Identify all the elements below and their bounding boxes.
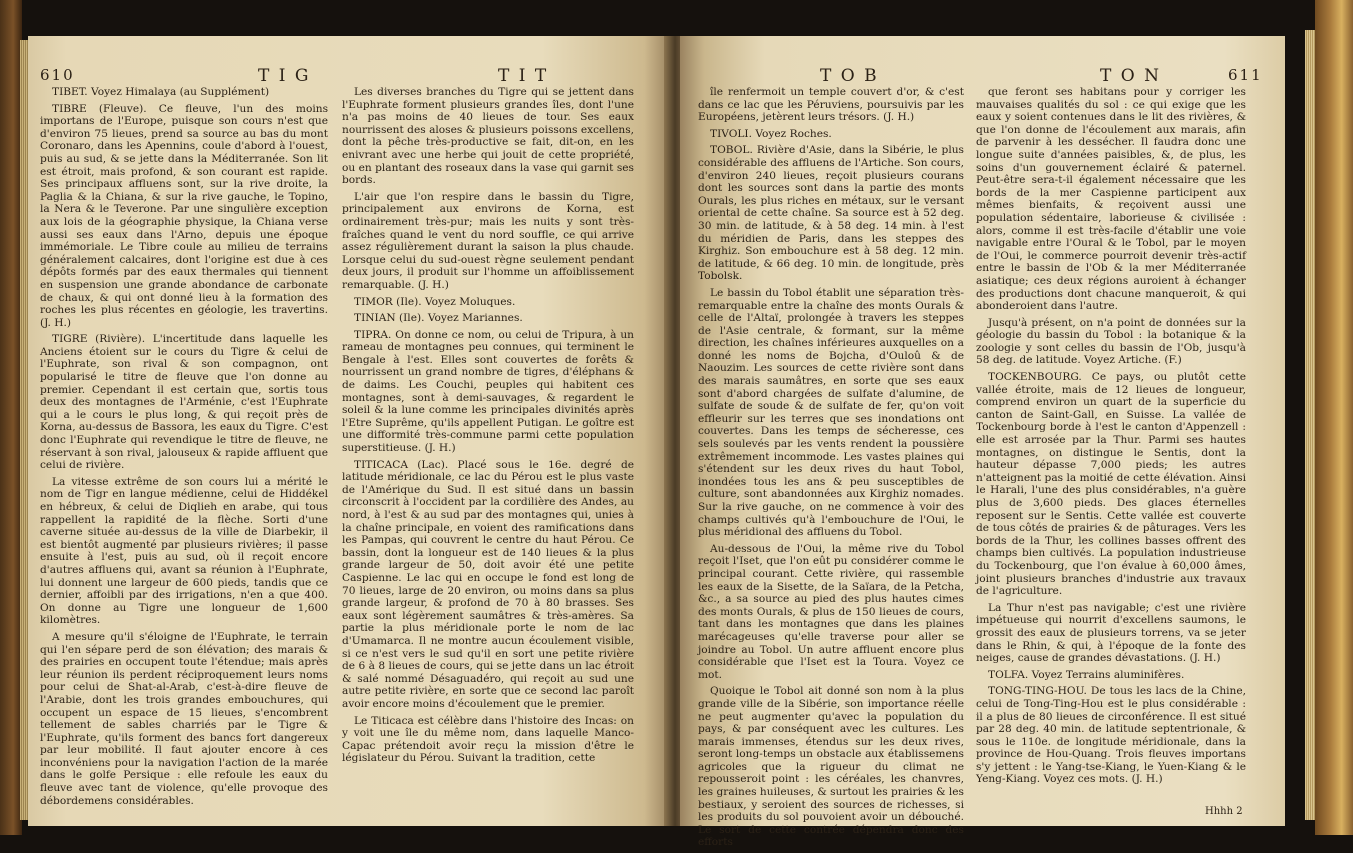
book-cover-left — [0, 0, 22, 835]
entry-paragraph: TINIAN (Ile). Voyez Mariannes. — [354, 312, 523, 325]
entry-paragraph: Quoique le Tobol ait donné son nom à la plus grande ville de la Sibérie, son importance réelle ne peut augmenter qu'avec la population du pays, & par conséquent avec les cultures. Les marais immenses, étendus sur les deux rives, seront long-temps un obstacle aux établissemens agricoles que la rigueur du climat ne repousseroit point : les céréales, les chanvres, les graines huileuses, & surtout les prairies & les bestiaux, y seroient des sources de richesses, si les produits du sol pouvoient avoir un débouché. Le sort de cette contrée dépendra donc des efforts — [698, 685, 964, 849]
entry-paragraph: L'air que l'on respire dans le bassin du Tigre, principalement aux environs de Korna, est ordinairement très-pur; mais les nuits y sont très-fraîches quand le vent du nord souffle, ce qui arrive assez régulièrement durant la saison la plus chaude. Lorsque celui du sud-ouest règne seulement pendant deux jours, il produit sur l'homme un affoiblissement remarquable. (J. H.) — [342, 190, 634, 291]
entry-paragraph: Les diverses branches du Tigre qui se jettent dans l'Euphrate forment plusieurs grandes îles, dont l'une n'a pas moins de 40 lieues de tour. Ses eaux nourrissent des aloses & plusieurs poissons excellens, dont la pêche très-productive se fait, dit-on, en les enivrant avec une herbe qui jouit de cette propriété, ou en plantant des roseaux dans la vase qui garnit ses bords. — [342, 86, 634, 187]
entry-paragraph: Au-dessous de l'Oui, la même rive du Tobol reçoit l'Iset, que l'on eût pu considérer comme le principal courant. Cette rivière, qui rassemble les eaux de la Sisette, de la Saïara, de la Petcha, &c., a sa source au pied des plus hautes cimes des monts Ourals, & plus de 150 lieues de cours, tant dans les montagnes que dans les plaines marécageuses qu'elle traverse pour aller se joindre au Tobol. Un autre affluent encore plus considérable que l'Iset est la Toura. Voyez ce mot. — [698, 542, 964, 681]
running-head-right-2: T O N — [1100, 66, 1161, 86]
running-head-left-1: T I G — [258, 66, 311, 86]
entry-paragraph: TOBOL. Rivière d'Asie, dans la Sibérie, le plus considérable des affluens de l'Artiche. Son cours, d'environ 240 lieues, reçoit plusieurs courans dont les sources sont dans la partie des monts Ourals, les plus riches en métaux, sur le versant oriental de cette chaîne. Sa source est à 52 deg. 30 min. de latitude, & à 58 deg. 14 min. à l'est du méridien de Paris, dans les steppes des Kirghiz. Son embouchure est à 58 deg. 12 min. de latitude, & 66 deg. 10 min. de longitude, près Tobolsk. — [698, 144, 964, 283]
entry-paragraph: TIGRE (Rivière). L'incertitude dans laquelle les Anciens étoient sur le cours du Tigre & celui de l'Euphrate, son rival & son compagnon, ont popularisé le titre de fleuve que l'on donne au premier. Cependant il est certain que, sortis tous deux des montagnes de l'Arménie, c'est l'Euphrate qui a le cours le plus long, & qui reçoit près de Korna, au-dessus de Bassora, les eaux du Tigre. C'est donc l'Euphrate qui revendique le titre de fleuve, ne réservant à son rival, jalouseux & rapide affluent que celui de rivière. — [40, 333, 328, 472]
left-page — [28, 36, 670, 826]
entry-paragraph: TITICACA (Lac). Placé sous le 16e. degré de latitude méridionale, ce lac du Pérou est le plus vaste de l'Amérique du Sud. Il est situé dans un bassin circonscrit à l'occident par la cordilière des Andes, au nord, à l'est & au sud par des montagnes qui, unies à la chaîne principale, en voient des ramifications dans les Pampas, qui couvrent le centre du haut Pérou. Ce bassin, dont la longueur est de 140 lieues & la plus grande largeur de 50, doit avoir été une petite Caspienne. Le lac qui en occupe le fond est long de 70 lieues, large de 20 environ, ou moins dans sa plus grande largeur, & profond de 70 à 80 brasses. Ses eaux sont légèrement saumâtres & très-amères. Sa partie la plus méridionale porte le nom de lac d'Umamarca. Il ne montre aucun écoulement visible, si ce n'est vers le sud qu'il en sort une petite rivière de 6 à 8 lieues de cours, qui se jette dans un lac étroit & salé nommé Désaguadéro, qui reçoit au sud une autre petite rivière, en sorte que ce second lac paroît avoir encore moins d'écoulement que le premier. — [342, 458, 634, 710]
right-page — [680, 36, 1285, 849]
page-number-left: 610 — [40, 66, 75, 84]
entry-paragraph: TIVOLI. Voyez Roches. — [710, 127, 832, 140]
entry-paragraph: A mesure qu'il s'éloigne de l'Euphrate, le terrain qui l'en sépare perd de son élévation; des marais & des prairies en occupent toute l'étendue; mais après leur réunion ils perdent réciproquement leurs noms pour celui de Shat-al-Arab, c'est-à-dire fleuve de l'Arabie, dont les trois grandes embouchures, qui occupent un espace de 15 lieues, s'encombrent tellement de sables charriés par le Tigre & l'Euphrate, qu'ils forment des bancs fort dangereux par leur mobilité. Il faut ajouter encore à ces inconvéniens pour la navigation l'action de la marée dans le golfe Persique : elle refoule les eaux du fleuve avec tant de violence, qu'elle provoque des débordemens considérables. — [40, 630, 328, 807]
entry-paragraph: TIPRA. On donne ce nom, ou celui de Tripura, à un rameau de montagnes peu connues, qui terminent le Bengale à l'est. Elles sont couvertes de forêts & nourrissent un grand nombre de tigres, d'éléphans & de daims. Les Couchi, peuples qui habitent ces montagnes, sont à demi-sauvages, & regardent le soleil & la lune comme les principales divinités après l'Etre Suprême, qu'ils appellent Putigan. Le goître est une difformité très-commune parmi cette population superstitieuse. (J. H.) — [342, 328, 634, 455]
right-column-2 — [976, 86, 1246, 790]
entry-paragraph: La vitesse extrême de son cours lui a mérité le nom de Tigr en langue médienne, celui de Hiddékel en hébreux, & celui de Diqlieh en arabe, qui tous rappellent la rapidité de la flèche. Sorti d'une caverne située au-dessus de la ville de Diarbekir, il est bientôt augmenté par plusieurs rivières; il passe ensuite à l'est, puis au sud, où il reçoit encore d'autres affluens qui, avant sa réunion à l'Euphrate, lui donnent une largeur de 600 pieds, tandis que ce dernier, affoibli par des irrigations, n'en a que 400. On donne au Tigre une longueur de 1,600 kilomètres. — [40, 475, 328, 627]
left-column-2 — [342, 86, 634, 769]
signature-mark: Hhhh 2 — [1205, 806, 1243, 817]
entry-paragraph: Le bassin du Tobol établit une séparation très-remarquable entre la chaîne des monts Ourals & celle de l'Altaï, prolongée à travers les steppes de l'Asie centrale, & formant, sur la même direction, les chaînes inférieures auxquelles on a donné les noms de Bojcha, d'Ouloû & de Naouzim. Les sources de cette rivière sont dans des marais saumâtres, en sorte que ses eaux sont d'abord chargées de sulfate d'alumine, de sulfate de soude & de sulfate de fer, qu'on voit effleurir sur les terres que ses inondations ont couvertes. Dans les temps de sécheresse, ces sels soulevés par les vents rendent la poussière extrêmement incommode. Les vastes plaines qui s'étendent sur les deux rives du haut Tobol, inondées tous les ans & peu susceptibles de culture, sont abandonnées aux Kirghiz nomades. Sur la rive gauche, on ne commence à voir des champs cultivés qu'à l'embouchure de l'Oui, le plus méridional des affluens du Tobol. — [698, 286, 964, 539]
running-head-left-2: T I T — [498, 66, 549, 86]
entry-paragraph: Le Titicaca est célèbre dans l'histoire des Incas: on y voit une île du même nom, dans laquelle Manco-Capac prétendoit avoir reçu la mission d'être le législateur du Pérou. Suivant la tradition, cette — [342, 714, 634, 765]
entry-paragraph: TONG-TING-HOU. De tous les lacs de la Chine, celui de Tong-Ting-Hou est le plus considérable : il a plus de 80 lieues de circonférence. Il est situé par 28 deg. 40 min. de latitude septentrionale, & sous le 110e. de longitude méridionale, dans la province de Hou-Quang. Trois fleuves importans s'y jettent : le Yang-tse-Kiang, le Yuen-Kiang & le Yeng-Kiang. Voyez ces mots. (J. H.) — [976, 685, 1246, 786]
entry-paragraph: TOLFA. Voyez Terrains aluminifères. — [988, 668, 1185, 681]
page-number-right: 611 — [1228, 66, 1263, 84]
entry-paragraph: TIBRE (Fleuve). Ce fleuve, l'un des moins importans de l'Europe, puisque son cours n'est que d'environ 75 lieues, prend sa source au bas du mont Coronaro, dans les Apennins, coule d'abord à l'ouest, puis au sud, & se jette dans la Méditerranée. Son lit est étroit, mais profond, & son courant est rapide. Ses principaux affluens sont, sur la rive droite, la Paglia & la Chiana, & sur la rive gauche, le Topino, la Nera & le Teverone. Par une singulière exception aux lois de la géographie physique, la Chiana verse aussi ses eaux dans l'Arno, depuis une époque immémoriale. Le Tibre coule au milieu de terrains généralement calcaires, dont l'origine est due à ces dépôts formés par des eaux thermales qui tiennent en suspension une grande abondance de carbonate de chaux, & qui ont donné lieu à la formation des roches les plus récentes en géologie, les travertins. (J. H.) — [40, 102, 328, 329]
entry-paragraph: TIBET. Voyez Himalaya (au Supplément) — [52, 86, 270, 98]
entry-paragraph: TIMOR (Ile). Voyez Moluques. — [354, 295, 516, 308]
left-column-1 — [40, 86, 328, 811]
running-head-right-1: T O B — [820, 66, 879, 86]
entry-paragraph: île renfermoit un temple couvert d'or, & c'est dans ce lac que les Péruviens, poursuivis par les Européens, jetèrent leurs trésors. (J. H.) — [698, 86, 964, 124]
entry-paragraph: Jusqu'à présent, on n'a point de données sur la géologie du bassin du Tobol : la botanique & la zoologie y sont celles du bassin de l'Ob, jusqu'à 58 deg. de latitude. Voyez Artiche. (F.) — [976, 316, 1246, 367]
book-cover-right — [1315, 0, 1353, 835]
right-column-1 — [698, 86, 964, 853]
entry-paragraph: TOCKENBOURG. Ce pays, ou plutôt cette vallée étroite, mais de 12 lieues de longueur, comprend environ un quart de la superficie du canton de Saint-Gall, en Suisse. La vallée de Tockenbourg borde à l'est le canton d'Appenzell : elle est arrosée par la Thur. Parmi ses hautes montagnes, on distingue le Sentis, dont la hauteur dépasse 7,000 pieds; les autres n'atteignent pas la moitié de cette élévation. Ainsi le Harali, l'une des plus considérables, n'a guère plus de 3,600 pieds. Des glaces éternelles reposent sur le Sentis. Cette vallée est couverte de tous côtés de prairies & de pâturages. Vers les bords de la Thur, les collines basses offrent des champs bien cultivés. La population industrieuse du Tockenbourg, que l'on évalue à 60,000 âmes, joint plusieurs branches d'industrie aux travaux de l'agriculture. — [976, 371, 1246, 598]
entry-paragraph: que feront ses habitans pour y corriger les mauvaises qualités du sol : ce qui exige que les eaux y soient contenues dans le lit des rivières, & que l'on donne de l'écoulement aux marais, afin de parvenir à les dessécher. Il faudra donc une longue suite d'années paisibles, &, de plus, les soins d'un gouvernement éclairé & paternel. Peut-être sera-t-il également nécessaire que les bords de la mer Caspienne participent aux mêmes bienfaits, & reçoivent aussi une population sédentaire, laborieuse & civilisée : alors, comme il est très-facile d'établir une voie navigable entre l'Oural & le Tobol, par le moyen de l'Oui, le commerce pourroit devenir très-actif entre le bassin de l'Ob & la mer Méditerranée asiatique; ces deux régions auroient à échanger des productions dont chacune manqueroit, & qui abonderoient dans l'autre. — [976, 86, 1246, 313]
entry-paragraph: La Thur n'est pas navigable; c'est une rivière impétueuse qui nourrit d'excellens saumons, le grossit des eaux de plusieurs torrens, va se jeter dans le Rhin, & qui, à l'époque de la fonte des neiges, cause de grandes dévastations. (J. H.) — [976, 601, 1246, 665]
